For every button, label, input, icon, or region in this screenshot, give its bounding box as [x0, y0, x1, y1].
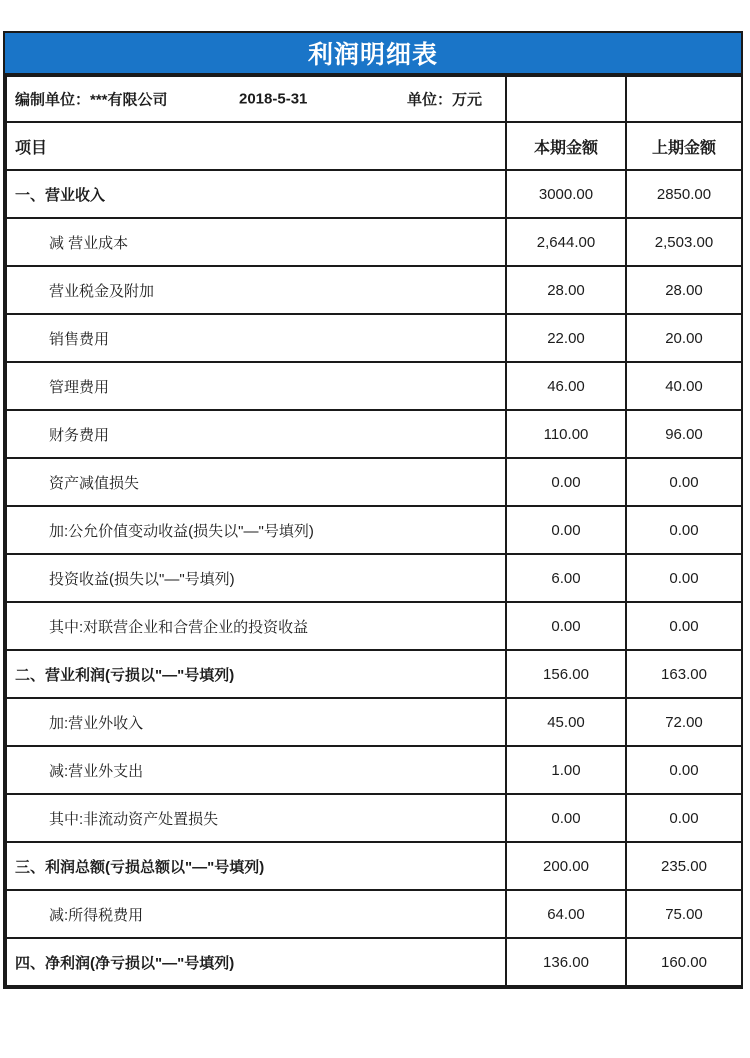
table-row — [6, 506, 742, 554]
table-row — [6, 458, 742, 506]
table-row — [6, 602, 742, 650]
row-label: 减:所得税费用 — [6, 890, 506, 938]
row-current-value: 3000.00 — [506, 170, 626, 218]
row-label: 加:营业外收入 — [6, 698, 506, 746]
table-row — [6, 842, 742, 890]
row-current-value: 45.00 — [506, 698, 626, 746]
table-row — [6, 698, 742, 746]
row-previous-value: 0.00 — [626, 506, 742, 554]
profit-table — [5, 75, 743, 987]
table-row — [6, 650, 742, 698]
table-row — [6, 746, 742, 794]
row-label: 其中:非流动资产处置损失 — [6, 794, 506, 842]
table-row — [6, 794, 742, 842]
row-current-value: 64.00 — [506, 890, 626, 938]
row-current-value: 200.00 — [506, 842, 626, 890]
title-bar — [5, 33, 741, 75]
row-previous-value: 0.00 — [626, 458, 742, 506]
row-previous-value: 20.00 — [626, 314, 742, 362]
row-previous-value: 0.00 — [626, 602, 742, 650]
table-row — [6, 314, 742, 362]
row-current-value: 0.00 — [506, 506, 626, 554]
row-current-value: 156.00 — [506, 650, 626, 698]
table-row — [6, 266, 742, 314]
row-previous-value: 40.00 — [626, 362, 742, 410]
table-body — [6, 76, 742, 986]
row-current-value: 110.00 — [506, 410, 626, 458]
row-label: 资产减值损失 — [6, 458, 506, 506]
row-previous-value: 0.00 — [626, 554, 742, 602]
column-header-row — [6, 122, 742, 170]
row-label: 三、利润总额(亏损总额以"—"号填列) — [6, 842, 506, 890]
info-cell — [6, 76, 506, 122]
row-previous-value: 0.00 — [626, 746, 742, 794]
row-current-value: 0.00 — [506, 602, 626, 650]
row-previous-value: 235.00 — [626, 842, 742, 890]
row-current-value: 2,644.00 — [506, 218, 626, 266]
table-row — [6, 218, 742, 266]
row-previous-value: 75.00 — [626, 890, 742, 938]
row-previous-value: 163.00 — [626, 650, 742, 698]
row-label: 其中:对联营企业和合营企业的投资收益 — [6, 602, 506, 650]
info-row — [6, 76, 742, 122]
col-header-previous: 上期金额 — [626, 122, 742, 170]
row-label: 投资收益(损失以"—"号填列) — [6, 554, 506, 602]
currency-unit-label: 单位：万元 — [407, 91, 483, 109]
table-row — [6, 554, 742, 602]
row-previous-value: 96.00 — [626, 410, 742, 458]
table-row — [6, 938, 742, 986]
info-empty-cell-previous — [626, 76, 742, 122]
row-current-value: 0.00 — [506, 794, 626, 842]
row-label: 加:公允价值变动收益(损失以"—"号填列) — [6, 506, 506, 554]
row-previous-value: 28.00 — [626, 266, 742, 314]
table-row — [6, 362, 742, 410]
row-previous-value: 72.00 — [626, 698, 742, 746]
row-previous-value: 160.00 — [626, 938, 742, 986]
table-row — [6, 170, 742, 218]
row-previous-value: 2,503.00 — [626, 218, 742, 266]
row-previous-value: 0.00 — [626, 794, 742, 842]
row-current-value: 136.00 — [506, 938, 626, 986]
col-header-item: 项目 — [6, 122, 506, 170]
row-label: 减 营业成本 — [6, 218, 506, 266]
report-date: 2018-5-31 — [239, 90, 308, 108]
row-label: 一、营业收入 — [6, 170, 506, 218]
page-title: 利润明细表 — [307, 41, 438, 69]
row-current-value: 1.00 — [506, 746, 626, 794]
row-label: 四、净利润(净亏损以"—"号填列) — [6, 938, 506, 986]
row-current-value: 22.00 — [506, 314, 626, 362]
row-current-value: 0.00 — [506, 458, 626, 506]
row-current-value: 46.00 — [506, 362, 626, 410]
row-label: 管理费用 — [6, 362, 506, 410]
row-previous-value: 2850.00 — [626, 170, 742, 218]
row-label: 财务费用 — [6, 410, 506, 458]
row-label: 销售费用 — [6, 314, 506, 362]
row-label: 二、营业利润(亏损以"—"号填列) — [6, 650, 506, 698]
row-current-value: 28.00 — [506, 266, 626, 314]
row-label: 减:营业外支出 — [6, 746, 506, 794]
row-label: 营业税金及附加 — [6, 266, 506, 314]
table-row — [6, 410, 742, 458]
table-row — [6, 890, 742, 938]
prepared-by-label: 编制单位：***有限公司 — [15, 91, 168, 109]
info-empty-cell-current — [506, 76, 626, 122]
row-current-value: 6.00 — [506, 554, 626, 602]
col-header-current: 本期金额 — [506, 122, 626, 170]
profit-statement-sheet — [3, 31, 743, 989]
